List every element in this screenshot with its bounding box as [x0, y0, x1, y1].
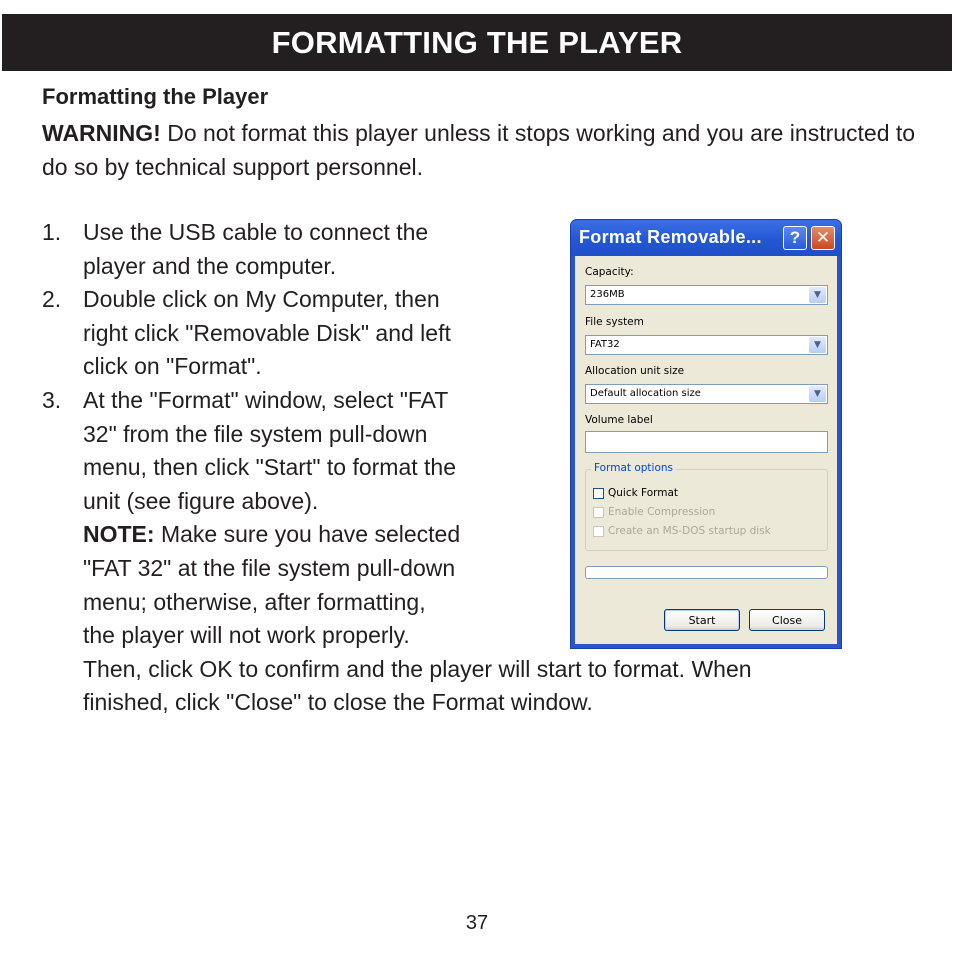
step-line: click on "Format".: [83, 353, 262, 380]
step-line: menu, then click "Start" to format the: [83, 454, 456, 481]
enable-compression-label: Enable Compression: [608, 506, 716, 518]
page-number: 37: [465, 912, 489, 934]
allocation-value: Default allocation size: [590, 388, 701, 399]
close-icon[interactable]: ✕: [811, 226, 835, 250]
capacity-select[interactable]: [585, 285, 828, 305]
warning-text: Do not format this player unless it stops working and you are instructed to do so by technical support personnel.: [42, 120, 916, 180]
step-line: unit (see figure above).: [83, 487, 319, 514]
note-line: the player will not work properly.: [83, 622, 410, 649]
step-number: 3.: [42, 386, 62, 413]
format-progress-bar: [585, 566, 828, 579]
help-icon[interactable]: ?: [783, 226, 807, 250]
step-line: 32" from the file system pull-down: [83, 420, 428, 447]
filesystem-select[interactable]: [585, 335, 828, 355]
section-subheading: Formatting the Player: [42, 84, 269, 109]
step-line: Use the USB cable to connect the: [83, 219, 429, 245]
step-line: At the "Format" window, select "FAT: [83, 386, 449, 413]
dialog-body: [575, 256, 837, 644]
capacity-value: 236MB: [590, 289, 625, 300]
start-button[interactable]: Start: [664, 609, 740, 631]
format-dialog-figure: [571, 220, 841, 648]
volume-label-input[interactable]: [585, 431, 828, 453]
close-button[interactable]: Close: [749, 609, 825, 631]
chevron-down-icon[interactable]: ▼: [809, 287, 826, 303]
step-number: 1.: [42, 219, 62, 245]
page-header-bar: [2, 14, 952, 71]
then-line: finished, click "Close" to close the Format window.: [83, 689, 593, 716]
quick-format-option[interactable]: [593, 487, 678, 499]
dialog-title: Format Removable...: [579, 227, 762, 247]
allocation-label: Allocation unit size: [585, 365, 685, 377]
note-label: NOTE:: [83, 521, 155, 548]
format-options-label: Format options: [591, 462, 676, 474]
note-line: "FAT 32" at the file system pull-down: [83, 554, 456, 581]
volume-label: Volume label: [585, 414, 653, 426]
step-line: player and the computer.: [83, 252, 337, 279]
chevron-down-icon[interactable]: ▼: [809, 337, 826, 353]
enable-compression-checkbox: [593, 507, 604, 518]
msdos-startup-option: [593, 525, 771, 537]
allocation-select[interactable]: [585, 384, 828, 404]
note-text: Make sure you have selected: [154, 521, 461, 548]
filesystem-label: File system: [585, 316, 644, 328]
dialog-titlebar: [571, 220, 841, 256]
quick-format-label: Quick Format: [608, 487, 679, 499]
warning-label: WARNING!: [42, 120, 161, 146]
msdos-startup-label: Create an MS-DOS startup disk: [608, 525, 771, 537]
then-line: Then, click OK to confirm and the player will start to format. When: [83, 655, 752, 682]
step-line: right click "Removable Disk" and left: [83, 319, 451, 346]
step-number: 2.: [42, 286, 62, 313]
filesystem-value: FAT32: [590, 339, 620, 350]
warning-paragraph: [42, 116, 922, 184]
capacity-label: Capacity:: [585, 266, 634, 278]
msdos-startup-checkbox: [593, 526, 604, 537]
page-title: FORMATTING THE PLAYER: [271, 24, 683, 60]
chevron-down-icon[interactable]: ▼: [809, 386, 826, 402]
note-line: menu; otherwise, after formatting,: [83, 588, 426, 615]
enable-compression-option: [593, 506, 715, 518]
quick-format-checkbox[interactable]: [593, 488, 604, 499]
step-line: Double click on My Computer, then: [83, 286, 440, 313]
